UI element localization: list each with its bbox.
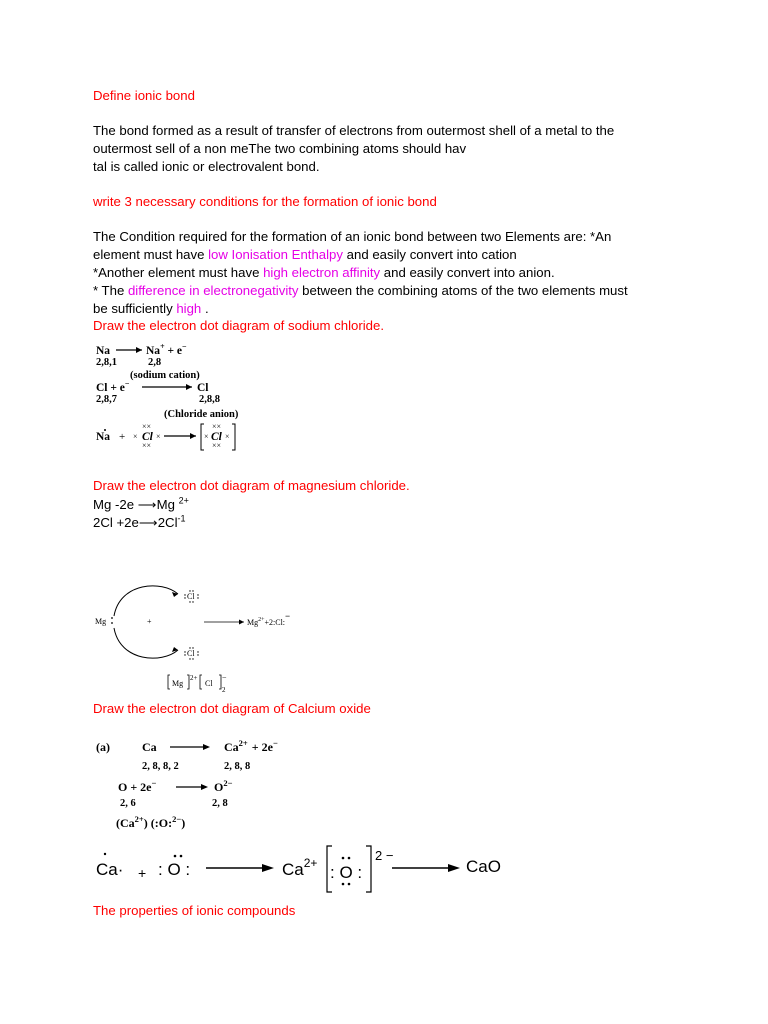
arrow-head xyxy=(136,347,142,353)
svg-text:Ca2+: $Ca^{2+}$ xyxy=(282,856,318,879)
mgcl2-product: $Mg^{2+}+2:Cl:-$ xyxy=(247,611,291,627)
nacl-na-dot: Na xyxy=(96,431,111,443)
svg-text:Mg: Mg xyxy=(172,679,184,688)
svg-text:×: × xyxy=(133,432,138,441)
highlight-high: high xyxy=(176,301,205,316)
o-config: 2, 6 xyxy=(120,798,136,809)
answer-line: outermost sell of a non meThe two combining atoms should hav xyxy=(93,141,467,156)
nacl-na: Na xyxy=(96,345,111,357)
cl-top: Cl xyxy=(187,592,195,601)
svg-text:O + 2e−: O + 2e− xyxy=(118,778,157,794)
o2-config: 2, 8 xyxy=(212,798,228,809)
question-nacl: Draw the electron dot diagram of sodium chloride. xyxy=(93,318,385,333)
ca-atom: Ca xyxy=(142,740,157,754)
ion-pair: $(Ca^{2+})$ (:O:$^{2-}$) xyxy=(116,814,186,830)
mgcl2-equations xyxy=(93,496,189,532)
answer-line: tal is called ionic or electrovalent bond. xyxy=(93,159,320,174)
svg-text:××: ×× xyxy=(212,422,222,431)
highlight-ionisation: low Ionisation Enthalpy xyxy=(208,247,343,262)
charge: 2 − xyxy=(375,848,394,863)
nacl-diagram xyxy=(92,338,272,456)
question-define-ionic-bond: Define ionic bond xyxy=(93,88,195,103)
svg-text:Cl: Cl xyxy=(205,679,213,688)
answer-line: *Another element must have high electron affinity and easily convert into anion. xyxy=(93,265,555,280)
question-cao: Draw the electron dot diagram of Calcium oxide xyxy=(93,701,371,716)
mgcl2-diagram xyxy=(92,576,312,696)
arrow-head xyxy=(186,384,192,390)
answer-conditions xyxy=(93,228,628,318)
svg-text:×: × xyxy=(156,432,161,441)
chloride-anion-label: (Chloride anion) xyxy=(164,409,239,420)
svg-text:+: + xyxy=(138,865,147,881)
big-o2: : O : xyxy=(330,863,363,882)
nacl-cl-config: 2,8,7 xyxy=(96,394,117,405)
bracket-right xyxy=(232,424,235,450)
svg-text:2: 2 xyxy=(222,686,226,694)
nacl-naplus-config: 2,8 xyxy=(148,357,162,368)
svg-text:−: − xyxy=(222,673,227,682)
sodium-cation-label: (sodium cation) xyxy=(130,370,200,381)
svg-text:Cl + e−: Cl + e− xyxy=(96,379,130,394)
svg-text:+: + xyxy=(147,617,152,626)
nacl-cl-bracket: Cl xyxy=(211,431,222,443)
svg-text:××: ×× xyxy=(142,441,152,450)
svg-text:O2−: $O^{2-}$ xyxy=(214,778,233,794)
mg-label: Mg xyxy=(95,617,107,626)
answer-ionic-bond xyxy=(93,122,614,176)
electron-dot xyxy=(104,853,106,855)
svg-text:2+: 2+ xyxy=(190,674,198,682)
highlight-electronegativity: difference in electronegativity xyxy=(127,283,299,298)
ca-config: 2, 8, 8, 2 xyxy=(142,761,179,772)
answer-line: be sufficiently high . xyxy=(93,301,209,316)
svg-text:××: ×× xyxy=(212,441,222,450)
part-label: (a) xyxy=(96,740,110,754)
svg-text:+: + xyxy=(119,431,126,443)
transfer-arrow-top xyxy=(114,586,178,616)
equation: Mg -2e ⟶Mg $^{2+}$ xyxy=(93,495,189,512)
answer-line: The Condition required for the formation of an ionic bond between two Elements are: *An xyxy=(93,229,612,244)
nacl-na-config: 2,8,1 xyxy=(96,357,117,368)
question-properties: The properties of ionic compounds xyxy=(93,903,296,918)
cao-product: CaO xyxy=(466,857,501,876)
svg-text:Na+ + e−: Na+ + e− xyxy=(146,342,187,357)
transfer-arrow-bottom xyxy=(114,628,178,658)
bracket-right xyxy=(366,846,371,892)
answer-line: element must have low Ionisation Enthalpy and easily convert into cation xyxy=(93,247,517,262)
answer-line: * The difference in electronegativity between the combining atoms of the two elements must xyxy=(93,283,628,298)
svg-text:××: ×× xyxy=(142,422,152,431)
equation: $2Cl +2e⟶2Cl^{-1}$ xyxy=(93,513,186,530)
question-conditions: write 3 necessary conditions for the formation of ionic bond xyxy=(93,194,437,209)
svg-text:×: × xyxy=(225,432,230,441)
nacl-clminus-config: 2,8,8 xyxy=(199,394,220,405)
arrow-head xyxy=(190,433,196,439)
answer-line: The bond formed as a result of transfer of electrons from outermost shell of a metal to the xyxy=(93,123,615,138)
cl-bottom: Cl xyxy=(187,649,195,658)
big-ca: Ca· xyxy=(96,860,124,879)
nacl-cl-dot: Cl xyxy=(142,431,153,443)
ca2-config: 2, 8, 8 xyxy=(224,761,251,772)
svg-text:×: × xyxy=(204,432,209,441)
cao-dot-diagram xyxy=(92,842,512,898)
question-mgcl2: Draw the electron dot diagram of magnesium chloride. xyxy=(93,478,410,493)
nacl-cl: Cl xyxy=(197,382,209,394)
big-o: : O : xyxy=(158,860,191,879)
cao-equations xyxy=(92,734,292,834)
highlight-affinity: high electron affinity xyxy=(263,265,381,280)
svg-text:Ca2++ 2e−: $Ca^{2+} + 2e^-$ xyxy=(224,738,278,754)
electron-dot xyxy=(104,429,106,431)
